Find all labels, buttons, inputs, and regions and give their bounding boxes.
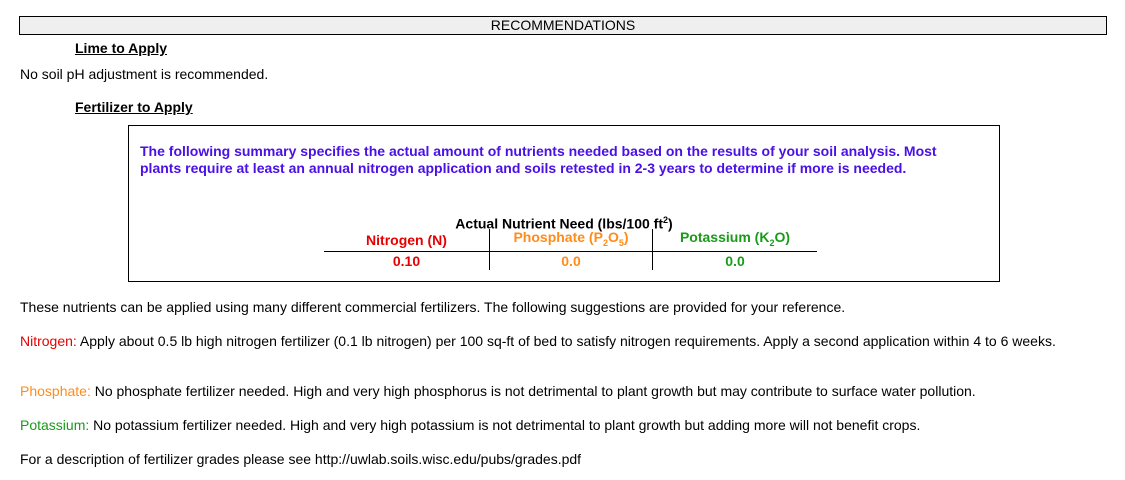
nutrients-intro: These nutrients can be applied using many different commercial fertilizers. The following suggestions are provided for your reference. (20, 299, 846, 315)
nitrogen-note (20, 333, 1100, 349)
recommendations-header: RECOMMENDATIONS (19, 16, 1107, 35)
nutrient-table-value-row (324, 251, 817, 270)
fertilizer-heading: Fertilizer to Apply (75, 99, 193, 115)
summary-text: The following summary specifies the actual amount of nutrients needed based on the results of your soil analysis. Most plants require at least an annual nitrogen application and soils retested in 2-3 years to determine if more is needed. (140, 143, 937, 176)
nitrogen-value: 0.10 (392, 252, 421, 269)
lime-heading: Lime to Apply (75, 40, 168, 56)
nitrogen-column-header: Nitrogen (N) (324, 229, 490, 251)
nitrogen-note-label: Nitrogen: (20, 333, 77, 349)
phosphate-column-header: Phosphate $(P_2O_5)$ (490, 229, 653, 251)
grades-link-text: For a description of fertilizer grades please see http://uwlab.soils.wisc.edu/pubs/grades.pdf (20, 451, 582, 467)
nutrient-table-header-row (324, 229, 817, 251)
potassium-note (20, 417, 920, 433)
phosphate-value: 0.0 (490, 251, 653, 270)
potassium-note-label: Potassium: (20, 417, 90, 433)
nitrogen-note-text: Apply about 0.5 lb high nitrogen fertilizer (0.1 lb nitrogen) per 100 sq-ft of bed to satisfy nitrogen requirements. Apply a second application within 4 to 6 weeks. (76, 333, 1056, 349)
nutrient-summary-box (128, 125, 1000, 282)
phosphate-note-text: No phosphate fertilizer needed. High and very high phosphorus is not detrimental to plant growth but may contribute to surface water pollution. (90, 383, 976, 399)
potassium-column-header: Potassium $(K_2O)$ (653, 229, 818, 251)
lime-text: No soil pH adjustment is recommended. (20, 66, 269, 82)
phosphate-note (20, 383, 976, 399)
nutrient-table-title: Actual Nutrient Need (lbs/100 $ft^2$) (455, 215, 673, 232)
potassium-note-text: No potassium fertilizer needed. High and very high potassium is not detrimental to plant growth but adding more will not benefit crops. (89, 417, 921, 433)
phosphate-note-label: Phosphate: (20, 383, 91, 399)
potassium-value: 0.0 (653, 251, 818, 270)
nutrient-table (324, 229, 817, 270)
